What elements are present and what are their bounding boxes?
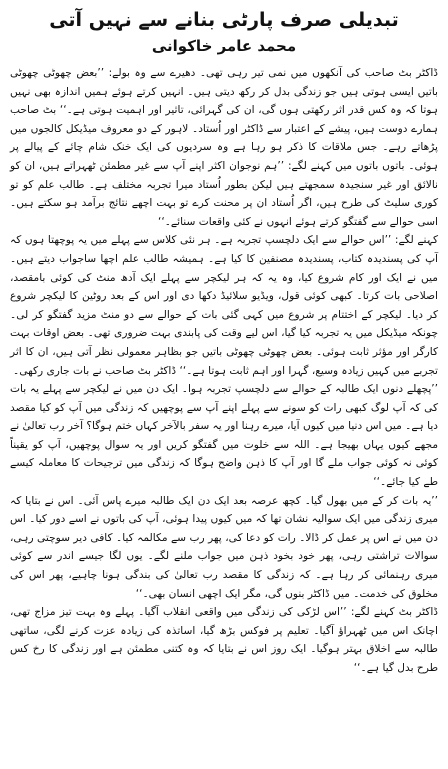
paragraph-4: ’’یہ بات کر کے میں بھول گیا۔ کچھ عرصہ بعد ایک دن ایک طالبہ میرے پاس آئی۔ اس نے بتایا کہ میری زندگی میں ایک سوالیہ نشان تھا کہ میں کیوں پیدا ہوئی، آپ کی باتوں نے اسے دور کیا۔ اس دن میں نے اس پر عمل کر ڈالا۔ رات کو دعا کی، پھر رب سے مکالمہ کیا۔ کافی دیر سوچتی رہی، سوالات تراشتی رہی، پھر خود بخود ذہن میں جواب ملنے لگے۔ یوں لگا جیسے اندر سے کوئی میری رہنمائی کر رہا ہے۔ کہ زندگی کا مقصد رب تعالیٰ کی بندگی ہونا چاہیے، پھر اس کی مخلوق کی خدمت۔ میں ڈاکٹر بنوں گی، مگر ایک اچھی انسان بھی۔‘‘ [10, 494, 438, 600]
author-byline: محمد عامر خاکوانی [151, 37, 297, 55]
paragraph-3: ’’پچھلے دنوں ایک طالبہ کے حوالے سے دلچسپ تجربہ ہوا۔ ایک دن میں نے لیکچر سے پہلے یہ بات کی کہ آپ لوگ کبھی رات کو سونے سے پہلے اپنے آپ سے پوچھیں کہ زندگی میں آپ کو کیا مقصد دیا ہے۔ میں اس دنیا میں کیوں آیا، میرے رہنا اور یہ سفر بالآخر کہاں ختم ہوگا؟ آخر رب تعالیٰ نے مجھے کیوں یہاں بھیجا ہے۔ اللہ سے خلوت میں گفتگو کریں اور یہ سوال پوچھیں، آپ کو یقیناً کوئی نہ کوئی جواب ملے گا اور آپ کا ذہن واضح ہوگا کہ زندگی میں ترجیحات کا معاملہ کیسے طے کیا جائے۔‘‘ [10, 383, 438, 489]
article-title: تبدیلی صرف پارٹی بنانے سے نہیں آتی [49, 9, 399, 31]
paragraph-2: کہنے لگے: ’’اس حوالے سے ایک دلچسپ تجربہ ہے۔ ہر نئی کلاس سے پہلے میں یہ پوچھتا ہوں کہ آپ کی پسندیدہ کتاب، پسندیدہ مصنفین کا کیا ہے۔ ہمیشہ طالب علم اچھا ساجواب دیتے ہیں۔ میں نے ایک اور کام شروع کیا، وہ یہ کہ ہر لیکچر سے پہلے ایک آدھ منٹ کی کوئی بامقصد، اصلاحی بات کرتا۔ کبھی کوئی قول، ویڈیو سلائیڈ دکھا دی اور اس کے بعد روٹین کا لیکچر شروع کر دیا۔ لیکچر کے اختتام پر شروع میں کہی گئی بات کے حوالے سے دو منٹ مزید گفتگو کر لی۔ چونکہ میڈیکل میں یہ تجربہ کیا گیا، اس لیے وقت کی پابندی بہت ضروری تھی۔ بعض اوقات بہت کارگر اور مؤثر ثابت ہوئی۔ بعض چھوٹی چھوٹی باتیں جو بظاہر معمولی نظر آتی ہیں، ان کا اثر تجربے میں کہیں زیادہ وسیع، گہرا اور اہم ثابت ہوتا ہے۔‘‘ ڈاکٹر بٹ صاحب نے بات جاری رکھی۔ [10, 234, 438, 377]
article-body [10, 64, 438, 678]
paragraph-1: ڈاکٹر بٹ صاحب کی آنکھوں میں نمی تیر رہی تھی۔ دھیرے سے وہ بولے: ’’بعض چھوٹی چھوٹی باتیں ایسی ہوتی ہیں جو زندگی بدل کر رکھ دیتی ہیں۔ انہیں کرتے ہوئے ہمیں اندازہ بھی نہیں ہوتا کہ وہ کس قدر اثر رکھتی ہوں گی، ان کی گہرائی، تاثیر اور اہمیت ہوتی ہے۔‘‘ بٹ صاحب ہمارے دوست ہیں، پیشے کے اعتبار سے ڈاکٹر اور اُستاد۔ لاہور کے دو معروف میڈیکل کالجوں میں پڑھاتے رہے۔ جس ملاقات کا ذکر ہو رہا ہے وہ سردیوں کی ایک خنک شام چائے کے پیالے پر ہوئی۔ باتوں باتوں میں کہنے لگے: ’’ہم نوجوان اکثر اپنے آپ سے غیر مطمئن ٹھہراتے ہیں، ان کو نالائق اور غیر سنجیدہ سمجھتے ہیں لیکن بطور اُستاد میرا تجربہ مختلف ہے۔ طالب علم کو تو کوری سلیٹ کی طرح ہیں، اگر اُستاد ان پر محنت کرے تو بہت اچھے نتائج برآمد ہو سکتے ہیں۔ اسی حوالے سے گفتگو کرتے ہوئے انہوں نے کئی واقعات سنائے۔‘‘ [10, 67, 438, 228]
paragraph-5: ڈاکٹر بٹ کہنے لگے: ’’اس لڑکی کی زندگی میں واقعی انقلاب آگیا۔ پہلے وہ بہت تیز مزاج تھی، اچانک اس میں ٹھہراؤ آگیا۔ تعلیم پر فوکس بڑھ گیا، اساتذہ کی زیادہ عزت کرنے لگی، ساتھی طالبہ سے اخلاق بہتر ہوگیا۔ ایک روز اس نے بتایا کہ وہ کتنی مطمئن ہے اور زندگی کا رخ کس طرح بدل گیا ہے۔‘‘ [10, 606, 438, 674]
